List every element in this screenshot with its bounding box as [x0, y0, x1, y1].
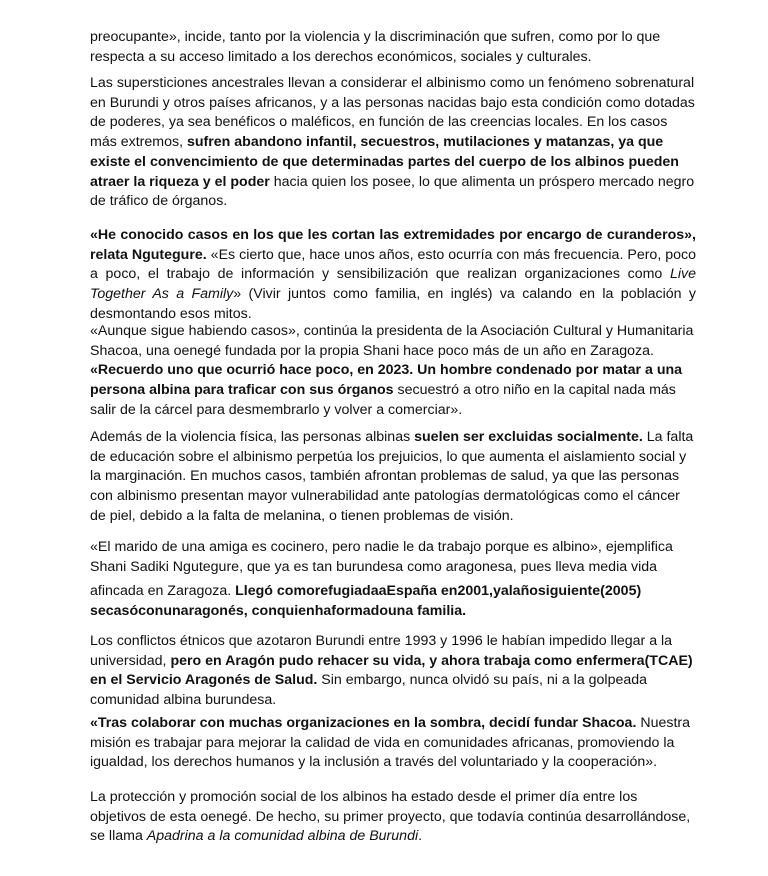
paragraph-text: afincada en Zaragoza.: [90, 583, 236, 599]
paragraph-text: preocupante», incide, tanto por la violencia y la discriminación que sufren, como por lo que respecta a su acceso limitado a los derechos económicos, sociales y culturales.: [90, 29, 661, 65]
paragraph-text: «Es cierto que, hace unos años, esto ocurría con más frecuencia. Pero, poco a poco, el trabajo de información y sensibilización que realizan organizaciones como: [90, 246, 696, 283]
italic-text: Apadrina a la comunidad albina de Burundi: [146, 828, 419, 845]
paragraph-4: [90, 322, 696, 421]
bold-text: «He conocido casos en los que les cortan las extremidades por encargo de curanderos», relata Ngutegure.: [90, 227, 696, 263]
paragraph-8: [90, 632, 696, 711]
paragraph-text: Las supersticiones ancestrales llevan a considerar el albinismo como un fenómeno sobrenatural en Burundi y otros países africanos, y a las personas nacidas bajo esta condición como dotadas de poderes, ya sea benéficos o maléficos, en función de las creencias locales. En los casos más extremos,: [90, 75, 695, 151]
paragraph-text: La protección y promoción social de los albinos ha estado desde el primer día entre los objetivos de esta oenegé. De hecho, su primer proyecto, que todavía continúa desarrollándose, se llama: [90, 789, 691, 845]
paragraph-text: «El marido de una amiga es cocinero, pero nadie le da trabajo porque es albino», ejemplifica Shani Sadiki Ngutegure, que ya es tan burundesa como aragonesa, pues lleva media vida: [90, 539, 673, 575]
paragraph-6: [90, 538, 696, 577]
paragraph-text: secuestró a otro niño en la capital nada más salir de la cárcel para desmembrarlo y volver a comerciar».: [90, 382, 676, 418]
paragraph-10: [90, 788, 696, 847]
paragraph-9: [90, 714, 696, 773]
bold-text: pero en Aragón pudo rehacer su vida, y ahora trabaja como enfermera(TCAE) en el Servicio Aragonés de Salud.: [90, 652, 693, 689]
bold-text: «Tras colaborar con muchas organizaciones en la sombra, decidí fundar Shacoa.: [90, 715, 637, 731]
paragraph-text: Sin embargo, nunca olvidó su país, ni a la golpeada comunidad albina burundesa.: [90, 672, 648, 709]
paragraph-5: [90, 428, 696, 527]
bold-text: suelen ser excluidas socialmente.: [414, 429, 643, 445]
paragraph-3: [90, 226, 696, 325]
paragraph-text: hacia quien los posee, lo que alimenta un próspero mercado negro de tráfico de órganos.: [90, 173, 695, 210]
paragraph-text: Los conflictos étnicos que azotaron Burundi entre 1993 y 1996 le habían impedido llegar a la universidad,: [90, 633, 673, 669]
paragraph-2: [90, 74, 696, 212]
paragraph-1: [90, 28, 696, 67]
bold-text: «Recuerdo uno que ocurrió hace poco, en 2023. Un hombre condenado por matar a una persona albina para traficar con sus órganos: [90, 362, 683, 399]
paragraph-text: «Aunque sigue habiendo casos», continúa la presidenta de la Asociación Cultural y Humanitaria Shacoa, una oenegé fundada por la propia Shani hace poco más de un año en Zaragoza.: [90, 323, 694, 359]
paragraph-text: La falta de educación sobre el albinismo perpetúa los prejuicios, lo que aumenta el aislamiento social y la marginación. En muchos casos, también afrontan problemas de salud, ya que las personas con albinismo presentan mayor vulnerabilidad ante patologías dermatológicas como el cáncer de piel, debido a la falta de melanina, o tienen problemas de visión.: [90, 429, 694, 524]
paragraph-text: .: [418, 828, 423, 845]
bold-text: sufren abandono infantil, secuestros, mutilaciones y matanzas, ya que existe el convencimiento de que determinadas partes del cuerpo de los albinos pueden atraer la riqueza y el poder: [90, 134, 679, 190]
paragraph-text: » (Vivir juntos como familia, en inglés) va calando en la población y desmontando esos mitos.: [90, 286, 697, 322]
paragraph-7: [90, 582, 696, 621]
paragraph-text: Nuestra misión es trabajar para mejorar la calidad de vida en comunidades africanas, promoviendo la igualdad, los derechos humanos y la inclusión a través del voluntariado y la cooperación».: [90, 715, 691, 771]
bold-text: Llegó comorefugiadaaEspaña en2001,yalañosiguiente(2005) secasóconunaragonés, conquienhaformadouna familia.: [90, 583, 642, 619]
italic-text: Live Together As a Family: [90, 266, 696, 303]
paragraph-text: Además de la violencia física, las personas albinas: [90, 429, 415, 445]
